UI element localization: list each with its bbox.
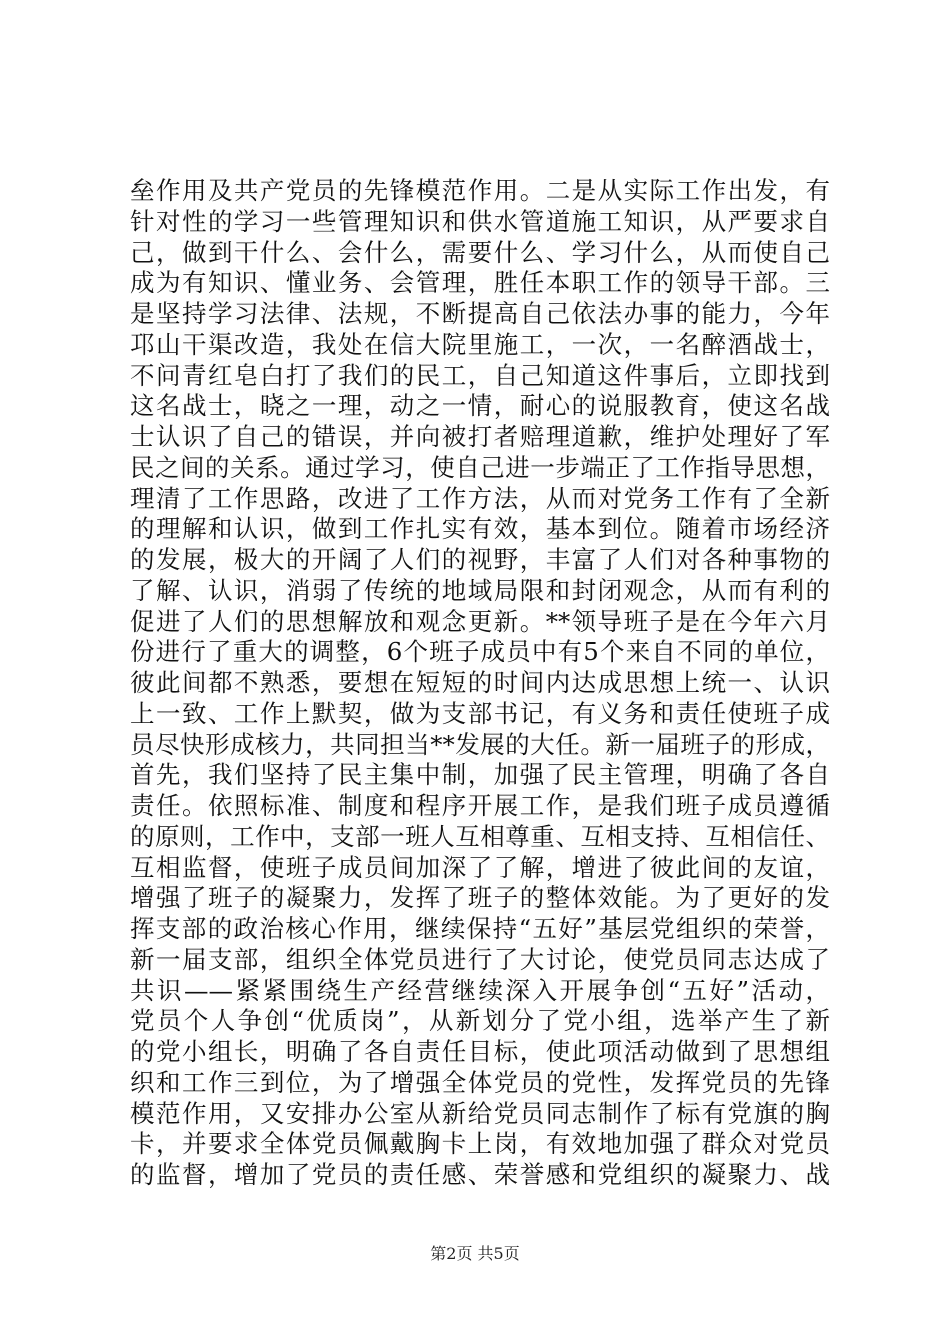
- text-line: 卡，并要求全体党员佩戴胸卡上岗，有效地加强了群众对党员: [130, 1129, 830, 1159]
- text-line: 增强了班子的凝聚力，发挥了班子的整体效能。为了更好的发: [130, 883, 830, 913]
- text-line: 挥支部的政治核心作用，继续保持“五好”基层党组织的荣誉，: [130, 914, 830, 943]
- text-line: 模范作用，又安排办公室从新给党员同志制作了标有党旗的胸: [130, 1098, 830, 1128]
- text-line: 的理解和认识，做到工作扎实有效，基本到位。随着市场经济: [130, 514, 830, 544]
- text-line: 不问青红皂白打了我们的民工，自己知道这件事后，立即找到: [130, 360, 830, 390]
- text-line: 份进行了重大的调整，6个班子成员中有5个来自不同的单位，: [130, 637, 830, 667]
- text-line: 邛山干渠改造，我处在信大院里施工，一次，一名醉酒战士，: [130, 329, 830, 359]
- text-line: 针对性的学习一些管理知识和供水管道施工知识，从严要求自: [130, 206, 830, 236]
- text-line: 己，做到干什么、会什么，需要什么、学习什么，从而使自己: [130, 237, 830, 267]
- text-line: 党员个人争创“优质岗”，从新划分了党小组，选举产生了新: [130, 1006, 830, 1036]
- text-line: 的党小组长，明确了各自责任目标，使此项活动做到了思想组: [130, 1037, 830, 1066]
- text-line: 垒作用及共产党员的先锋模范作用。二是从实际工作出发，有: [130, 176, 830, 205]
- text-line: 成为有知识、懂业务、会管理，胜任本职工作的领导干部。三: [130, 268, 830, 298]
- text-line: 新一届支部，组织全体党员进行了大讨论，使党员同志达成了: [130, 944, 830, 974]
- page-number-footer: 第2页 共5页: [430, 1244, 520, 1263]
- text-line: 共识——紧紧围绕生产经营继续深入开展争创“五好”活动，: [130, 975, 830, 1005]
- text-line: 士认识了自己的错误，并向被打者赔理道歉，维护处理好了军: [130, 422, 830, 451]
- text-line: 民之间的关系。通过学习，使自己进一步端正了工作指导思想，: [130, 452, 830, 482]
- text-line: 了解、认识，消弱了传统的地域局限和封闭观念，从而有利的: [130, 575, 830, 605]
- text-line: 首先，我们坚持了民主集中制，加强了民主管理，明确了各自: [130, 760, 830, 790]
- body-paragraph: [130, 176, 830, 1191]
- text-line: 织和工作三到位，为了增强全体党员的党性，发挥党员的先锋: [130, 1067, 830, 1097]
- text-line: 上一致、工作上默契，做为支部书记，有义务和责任使班子成: [130, 698, 830, 728]
- text-line: 的原则，工作中，支部一班人互相尊重、互相支持、互相信任、: [130, 821, 830, 851]
- text-line: 是坚持学习法律、法规，不断提高自己依法办事的能力，今年: [130, 299, 830, 328]
- text-line: 的监督，增加了党员的责任感、荣誉感和党组织的凝聚力、战: [130, 1160, 830, 1189]
- text-line: 这名战士，晓之一理，动之一情，耐心的说服教育，使这名战: [130, 391, 830, 421]
- text-line: 彼此间都不熟悉，要想在短短的时间内达成思想上统一、认识: [130, 668, 830, 697]
- text-line: 理清了工作思路，改进了工作方法，从而对党务工作有了全新: [130, 483, 830, 513]
- text-line: 员尽快形成核力，共同担当**发展的大任。新一届班子的形成，: [130, 729, 830, 759]
- text-line: 促进了人们的思想解放和观念更新。**领导班子是在今年六月: [130, 606, 830, 636]
- text-line: 互相监督，使班子成员间加深了了解，增进了彼此间的友谊，: [130, 852, 830, 882]
- text-line: 的发展，极大的开阔了人们的视野，丰富了人们对各种事物的: [130, 545, 830, 574]
- text-line: 责任。依照标准、制度和程序开展工作，是我们班子成员遵循: [130, 791, 830, 820]
